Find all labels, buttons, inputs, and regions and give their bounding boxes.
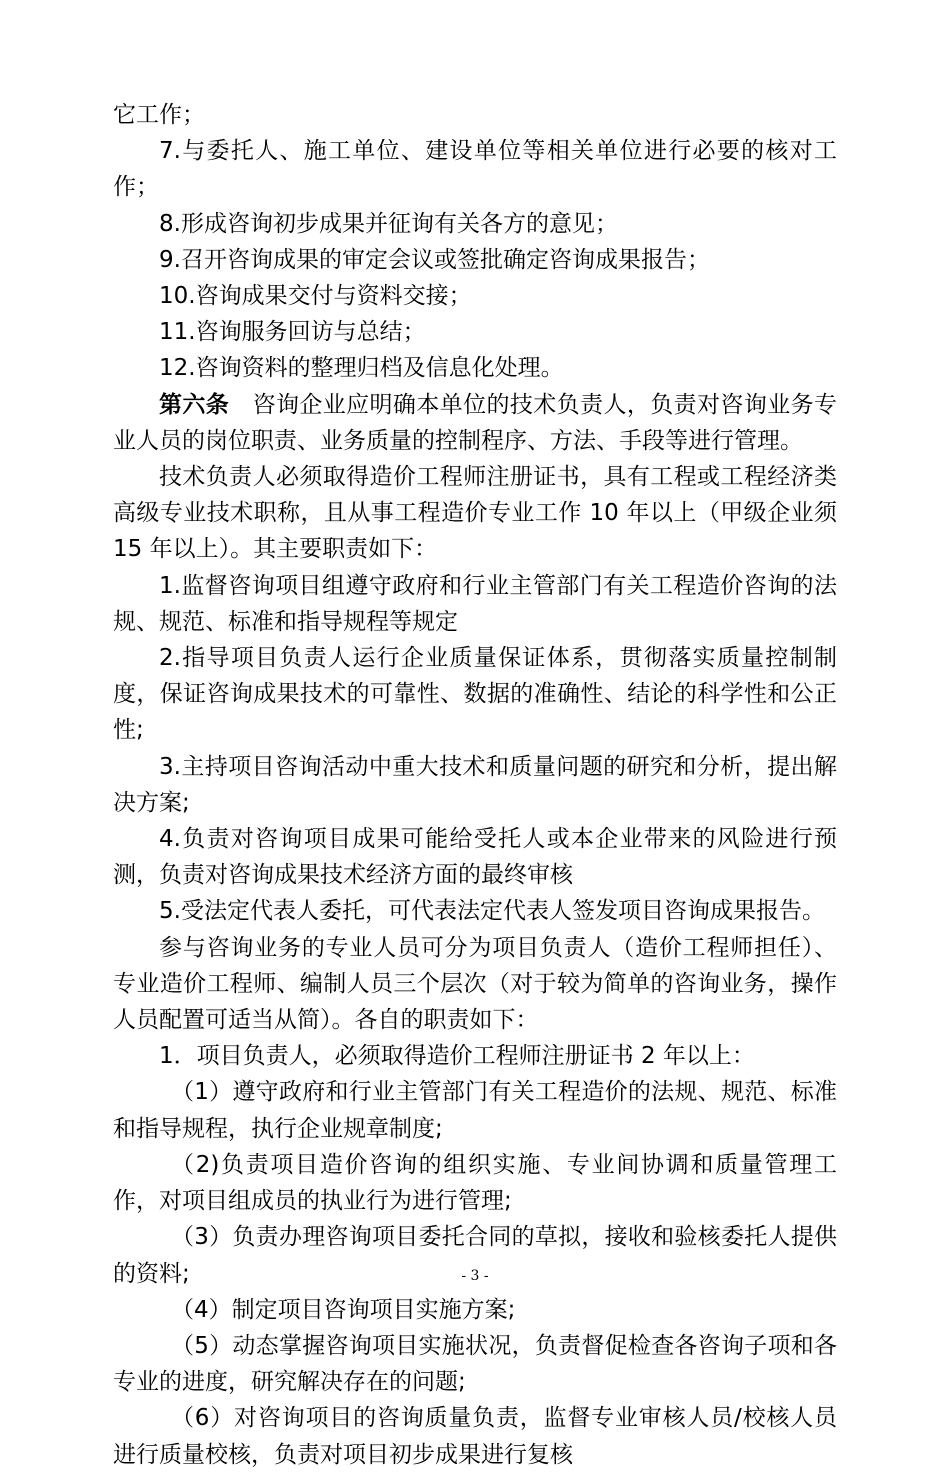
staff-levels-paragraph: 参与咨询业务的专业人员可分为项目负责人（造价工程师担任）、专业造价工程师、编制人员三个层次（对于较为简单的咨询业务，操作人员配置可适当从简）。各自的职责如下： [113,934,837,1034]
duty-item-2: 2.指导项目负责人运行企业质量保证体系，贯彻落实质量控制制度，保证咨询成果技术的可靠性、数据的准确性、结论的科学性和公正性; [113,645,837,744]
article-body: 咨询企业应明确本单位的技术负责人，负责对咨询业务专业人员的岗位职责、业务质量的控制程序、方法、手段等进行管理。 [113,391,838,454]
article-heading: 第六条 [159,391,230,418]
project-lead-duty-2: （2)负责项目造价咨询的组织实施、专业间协调和质量管理工作，对项目组成员的执业行为进行管理; [113,1151,837,1215]
duty-item-5: 5.受法定代表人委托，可代表法定代表人签发项目咨询成果报告。 [159,898,825,925]
list-item-7: 7.与委托人、施工单位、建设单位等相关单位进行必要的核对工作； [113,138,837,201]
project-lead-duty-4: （4）制定项目咨询项目实施方案; [171,1296,516,1323]
list-item-8: 8.形成咨询初步成果并征询有关各方的意见； [159,210,618,237]
project-lead-duty-3: （3）负责办理咨询项目委托合同的草拟，接收和验核委托人提供的资料; [113,1224,837,1287]
page-number: - 3 - [461,1268,489,1284]
list-item-9: 9.召开咨询成果的审定会议或签批确定咨询成果报告； [159,246,710,273]
list-item-11: 11.咨询服务回访与总结； [159,319,426,346]
project-lead-duty-5: （5）动态掌握咨询项目实施状况，负责督促检查各咨询子项和各专业的进度，研究解决存在的问题; [113,1332,837,1396]
list-item-10: 10.咨询成果交付与资料交接； [159,283,472,310]
duty-item-1: 1.监督咨询项目组遵守政府和行业主管部门有关工程造价咨询的法规、规范、标准和指导规程等规定 [113,572,837,635]
tech-lead-requirements: 技术负责人必须取得造价工程师注册证书，具有工程或工程经济类高级专业技术职称，且从事工程造价专业工作 10 年以上（甲级企业须 15 年以上）。其主要职责如下： [113,464,837,563]
body-text [113,97,837,1473]
project-lead-duty-6: （6）对咨询项目的咨询质量负责，监督专业审核人员/校核人员进行质量校核，负责对项目初步成果进行复核 [113,1405,837,1468]
article-six [113,387,837,459]
paragraph-continuation: 它工作； [113,102,205,128]
duty-item-3: 3.主持项目咨询活动中重大技术和质量问题的研究和分析，提出解决方案; [113,753,837,816]
project-lead-heading: 1．项目负责人，必须取得造价工程师注册证书 2 年以上： [159,1043,755,1070]
duty-item-4: 4.负责对咨询项目成果可能给受托人或本企业带来的风险进行预测，负责对咨询成果技术经济方面的最终审核 [113,826,837,889]
project-lead-duty-1: （1）遵守政府和行业主管部门有关工程造价的法规、规范、标准和指导规程，执行企业规章制度; [113,1079,837,1142]
list-item-12: 12.咨询资料的整理归档及信息化处理。 [159,355,564,382]
